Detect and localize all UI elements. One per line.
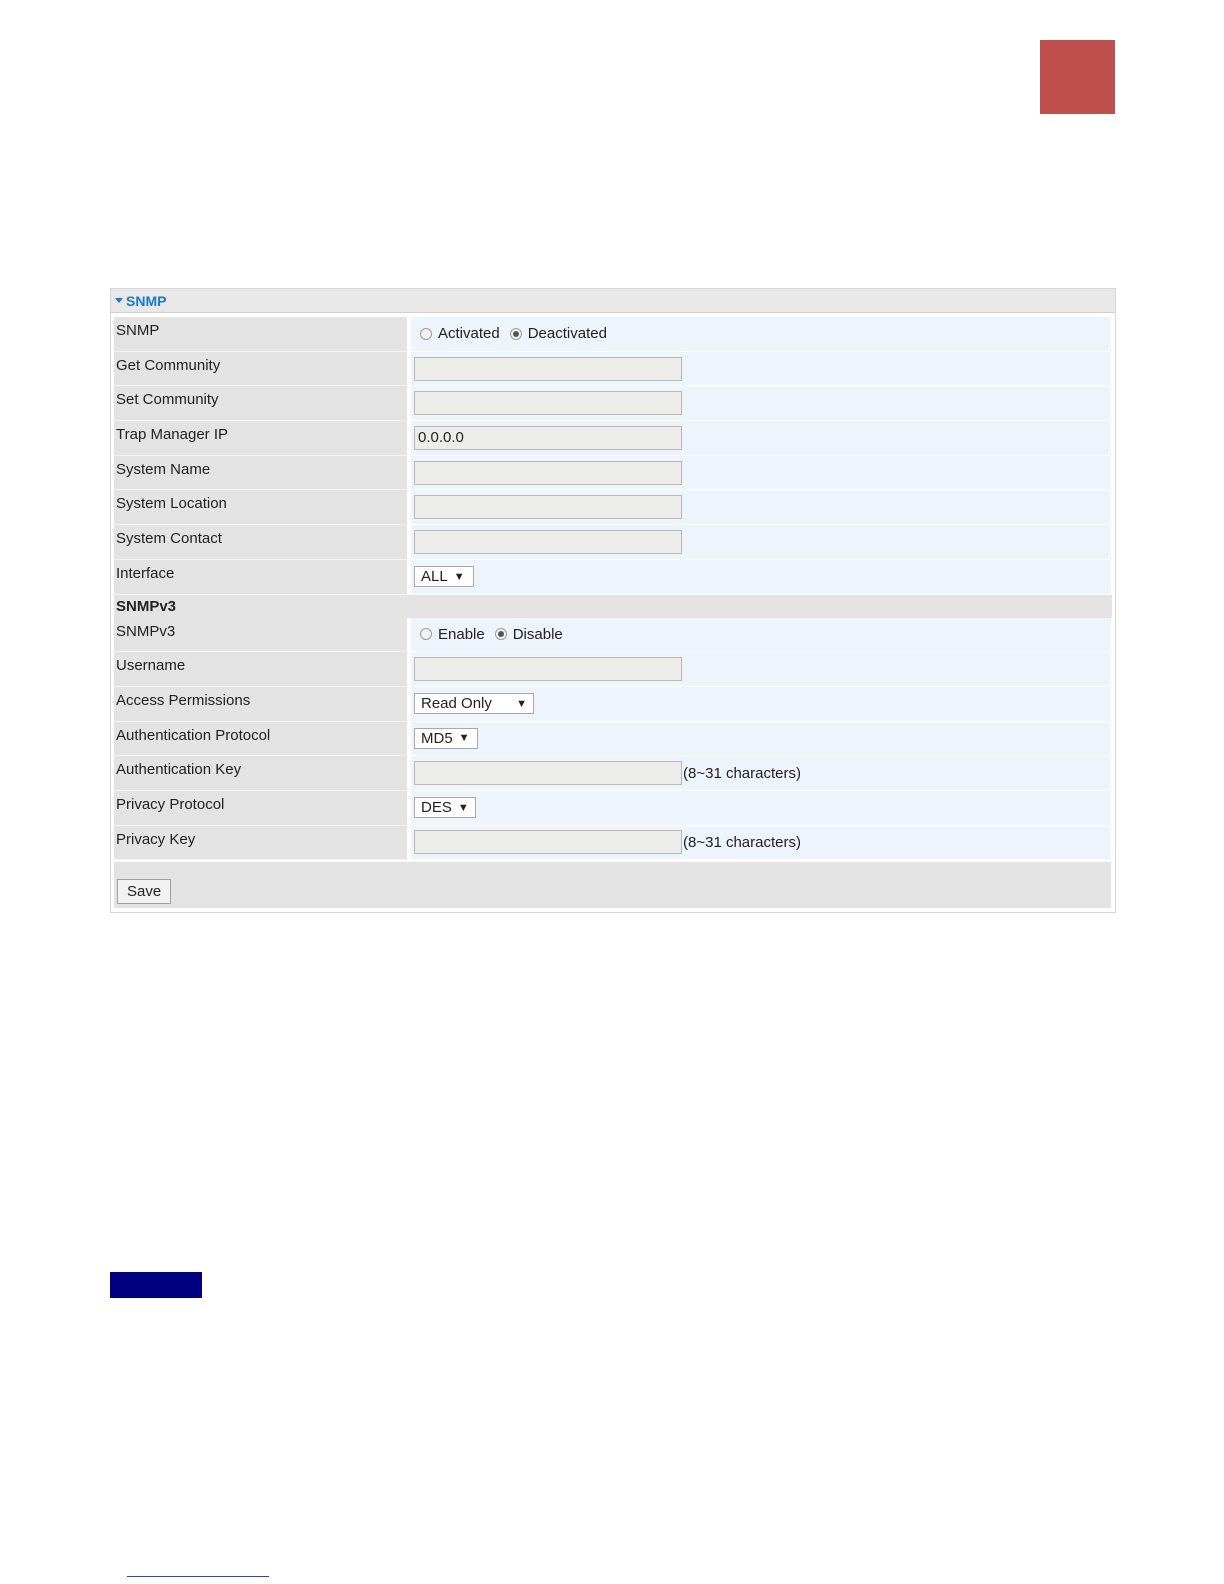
username-input[interactable]: [414, 657, 682, 681]
enable-radio[interactable]: [420, 628, 432, 640]
row-snmpv3: [114, 618, 1111, 653]
snmp-label: SNMP: [114, 317, 407, 352]
auth-protocol-label: Authentication Protocol: [114, 722, 407, 757]
enable-label: Enable: [438, 625, 485, 643]
collapse-caret-icon[interactable]: [115, 298, 123, 303]
disable-radio[interactable]: [495, 628, 507, 640]
privacy-key-label: Privacy Key: [114, 826, 407, 861]
auth-protocol-select[interactable]: [414, 728, 478, 749]
system-name-label: System Name: [114, 456, 407, 491]
row-trap-manager-ip: [114, 421, 1111, 456]
set-community-input[interactable]: [414, 391, 682, 415]
privacy-protocol-select[interactable]: [414, 797, 476, 818]
row-system-contact: [114, 525, 1111, 560]
auth-key-label: Authentication Key: [114, 756, 407, 791]
row-set-community: [114, 386, 1111, 421]
get-community-input[interactable]: [414, 357, 682, 381]
dropdown-arrow-icon: ▼: [453, 570, 465, 583]
row-privacy-key: [114, 826, 1111, 861]
interface-select[interactable]: [414, 566, 474, 587]
privacy-protocol-value: DES: [421, 799, 452, 817]
section-marker-block: [110, 1272, 202, 1298]
row-snmp: [114, 317, 1111, 352]
snmp-panel: [110, 288, 1116, 913]
privacy-key-hint: (8~31 characters): [683, 833, 801, 851]
save-button[interactable]: Save: [117, 879, 171, 904]
dropdown-arrow-icon: ▼: [516, 697, 527, 710]
access-permissions-value: Read Only: [421, 695, 492, 713]
row-auth-key: [114, 756, 1111, 791]
system-contact-label: System Contact: [114, 525, 407, 560]
chapter-tab-block: [1040, 40, 1115, 114]
row-auth-protocol: [114, 722, 1111, 757]
get-community-label: Get Community: [114, 352, 407, 387]
deactivated-radio[interactable]: [510, 328, 522, 340]
system-name-input[interactable]: [414, 461, 682, 485]
interface-value: ALL: [421, 568, 448, 586]
row-system-location: [114, 490, 1111, 525]
row-privacy-protocol: [114, 791, 1111, 826]
privacy-protocol-label: Privacy Protocol: [114, 791, 407, 826]
system-location-input[interactable]: [414, 495, 682, 519]
set-community-label: Set Community: [114, 386, 407, 421]
trap-manager-ip-label: Trap Manager IP: [114, 421, 407, 456]
system-location-label: System Location: [114, 490, 407, 525]
disable-label: Disable: [512, 625, 563, 643]
system-contact-input[interactable]: [414, 530, 682, 554]
row-get-community: [114, 352, 1111, 387]
auth-protocol-value: MD5: [421, 729, 453, 747]
save-bar: [114, 862, 1111, 908]
row-system-name: [114, 456, 1111, 491]
activated-label: Activated: [438, 325, 500, 343]
deactivated-label: Deactivated: [527, 325, 607, 343]
auth-key-hint: (8~31 characters): [683, 764, 801, 782]
access-permissions-select[interactable]: [414, 693, 534, 714]
snmpv3-section-header: SNMPv3: [114, 595, 1112, 618]
panel-header[interactable]: [111, 289, 1115, 313]
row-username: [114, 652, 1111, 687]
row-access-permissions: [114, 687, 1111, 722]
row-interface: [114, 560, 1111, 595]
username-label: Username: [114, 652, 407, 687]
privacy-key-input[interactable]: [414, 830, 682, 854]
dropdown-arrow-icon: ▼: [458, 732, 470, 745]
trap-manager-ip-input[interactable]: [414, 426, 682, 450]
activated-radio[interactable]: [420, 328, 432, 340]
panel-title: SNMP: [126, 292, 167, 309]
dropdown-arrow-icon: ▼: [457, 801, 469, 814]
footer-rule: [127, 1576, 269, 1577]
access-permissions-label: Access Permissions: [114, 687, 407, 722]
interface-label: Interface: [114, 560, 407, 595]
snmpv3-label: SNMPv3: [114, 618, 407, 653]
auth-key-input[interactable]: [414, 761, 682, 785]
